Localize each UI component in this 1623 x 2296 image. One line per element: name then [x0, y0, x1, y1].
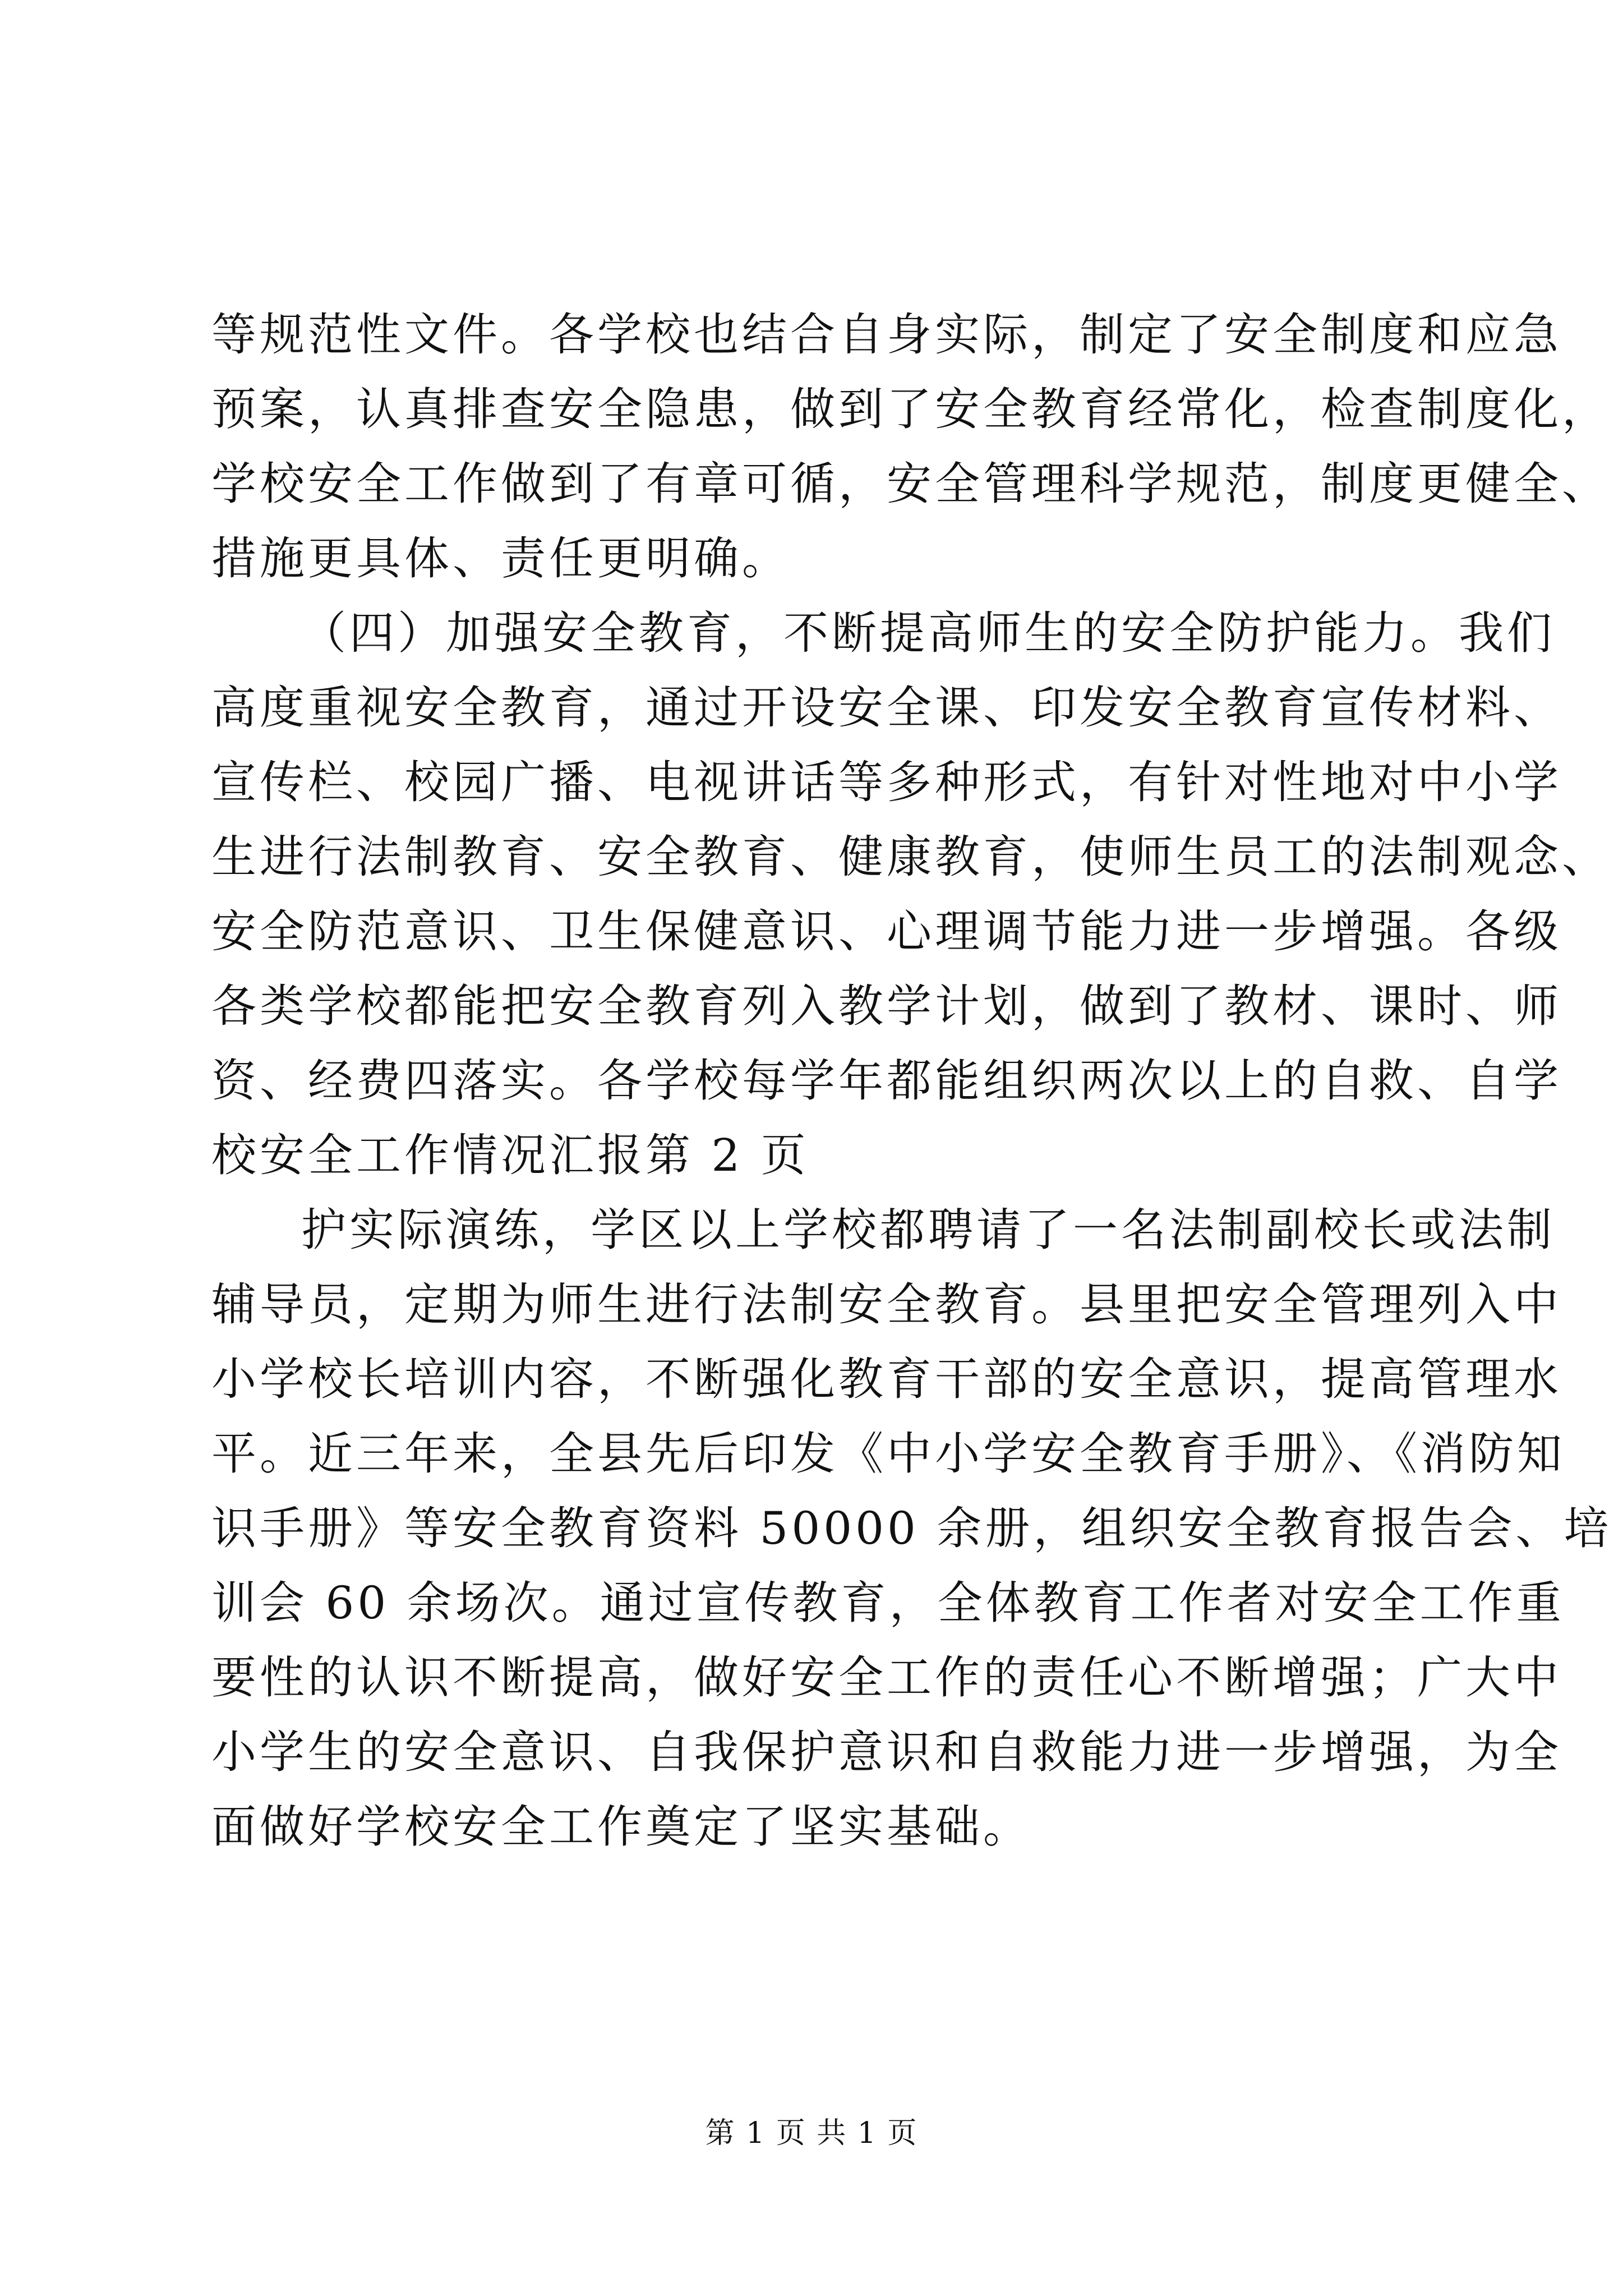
text-line: 安全防范意识、卫生保健意识、心理调节能力进一步增强。各级 [211, 905, 1562, 958]
text-line: 识手册》等安全教育资料 50000 余册，组织安全教育报告会、培 [211, 1502, 1612, 1554]
page-footer: 第 1 页 共 1 页 [705, 2116, 918, 2150]
text-line: 小学校长培训内容，不断强化教育干部的安全意识，提高管理水 [211, 1353, 1562, 1405]
paragraph-start-line: （四）加强安全教育，不断提高师生的安全防护能力。我们 [301, 607, 1555, 659]
text-line: 各类学校都能把安全教育列入教学计划，做到了教材、课时、师 [211, 980, 1562, 1032]
text-line: 生进行法制教育、安全教育、健康教育，使师生员工的法制观念、 [211, 831, 1610, 883]
text-line: 要性的认识不断提高，做好安全工作的责任心不断增强；广大中 [211, 1651, 1562, 1704]
text-line: 训会 60 余场次。通过宣传教育，全体教育工作者对安全工作重 [211, 1577, 1565, 1629]
text-line: 学校安全工作做到了有章可循，安全管理科学规范，制度更健全、 [211, 458, 1610, 510]
text-line: 资、经费四落实。各学校每学年都能组织两次以上的自救、自学 [211, 1055, 1562, 1107]
text-line: 等规范性文件。各学校也结合自身实际，制定了安全制度和应急 [211, 309, 1562, 361]
text-line: 高度重视安全教育，通过开设安全课、印发安全教育宣传材料、 [211, 682, 1562, 734]
text-line: 宣传栏、校园广播、电视讲话等多种形式，有针对性地对中小学 [211, 756, 1562, 808]
text-line: 面做好学校安全工作奠定了坚实基础。 [211, 1801, 1031, 1853]
text-line: 平。近三年来，全县先后印发《中小学安全教育手册》、《消防知 [211, 1428, 1565, 1480]
paragraph-start-line: 护实际演练，学区以上学校都聘请了一名法制副校长或法制 [301, 1204, 1555, 1256]
text-line: 预案，认真排查安全隐患，做到了安全教育经常化，检查制度化， [211, 383, 1610, 435]
text-line: 措施更具体、责任更明确。 [211, 532, 790, 585]
text-line: 小学生的安全意识、自我保护意识和自救能力进一步增强，为全 [211, 1726, 1562, 1778]
text-line: 辅导员，定期为师生进行法制安全教育。县里把安全管理列入中 [211, 1278, 1562, 1331]
page-marker-line: 校安全工作情况汇报第 2 页 [211, 1129, 809, 1181]
document-body [211, 297, 1612, 1864]
